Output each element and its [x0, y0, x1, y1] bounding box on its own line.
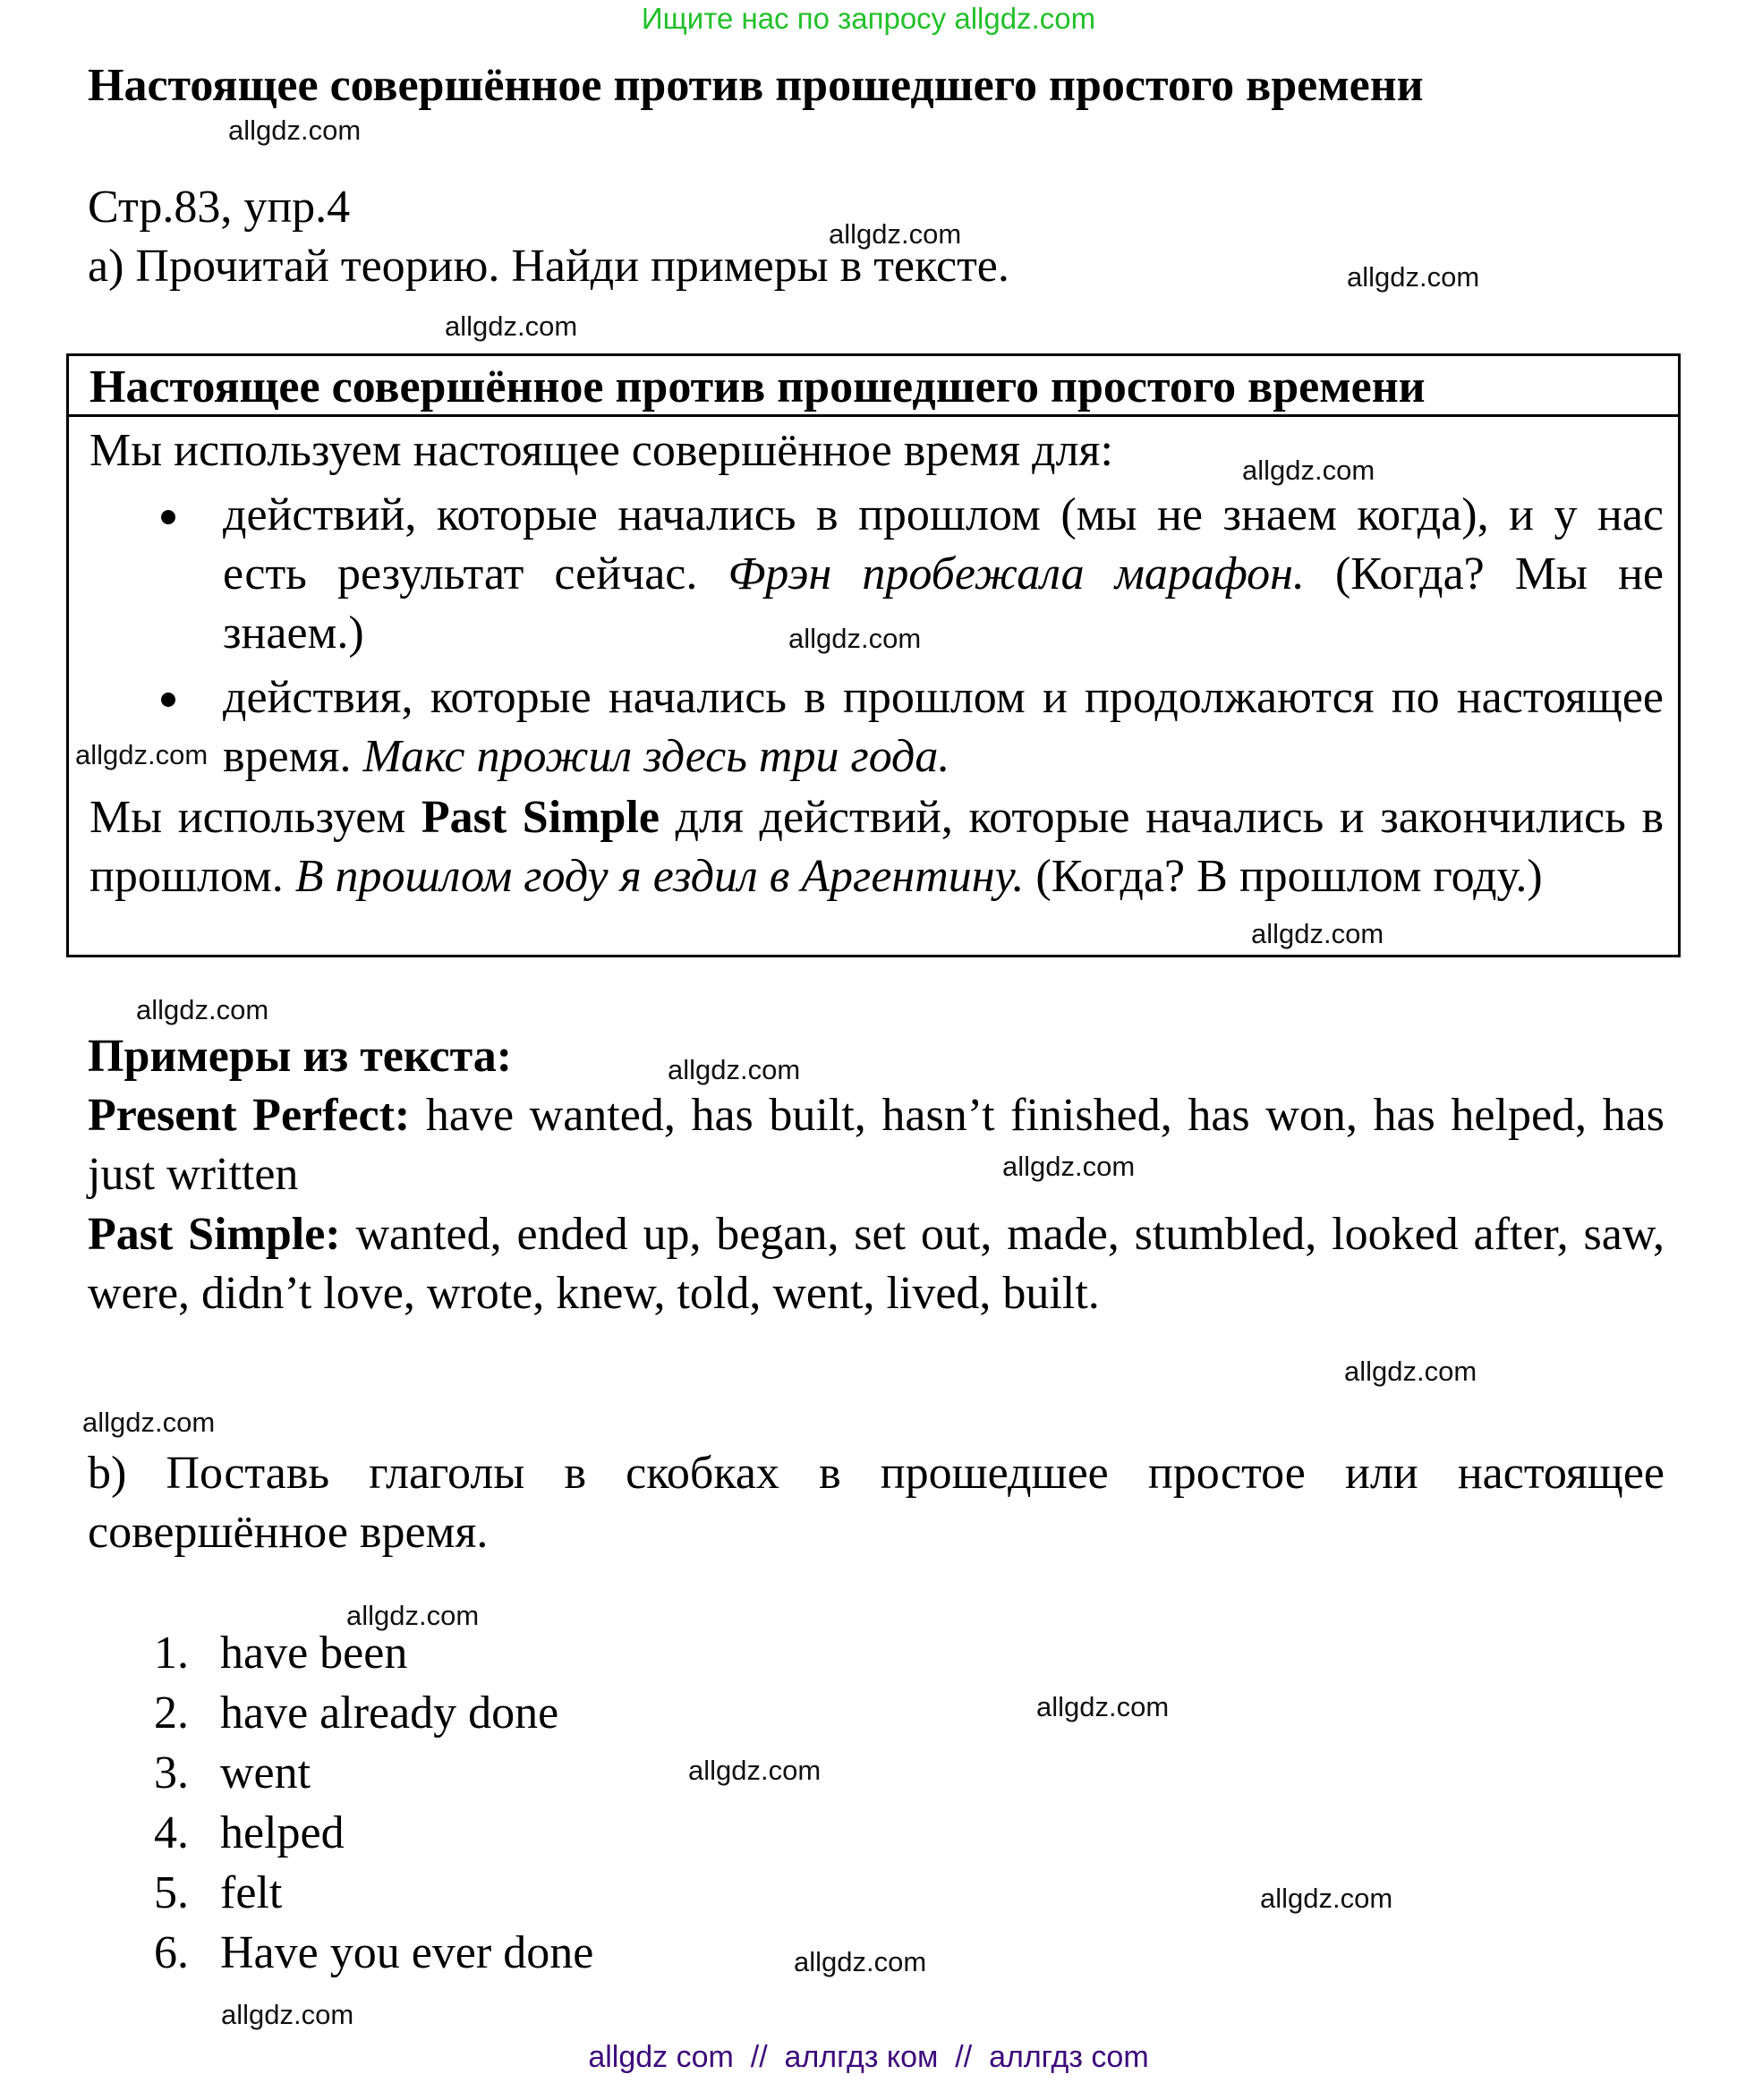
past-simple-text: для действий, которые начались и закончились в прошлом. — [89, 792, 1665, 902]
bullet-item-2 — [223, 668, 1664, 786]
past-simple-examples — [88, 1205, 1665, 1323]
watermark: allgdz.com — [794, 1946, 927, 1977]
past-simple-example: В прошлом году я ездил в Аргентину. — [294, 851, 1025, 902]
answer-number: 2. — [154, 1688, 189, 1739]
answer-item-5 — [154, 1866, 282, 1919]
bullet-icon — [161, 693, 175, 707]
watermark: allgdz.com — [75, 739, 209, 770]
past-simple-label: Past Simple: — [88, 1209, 341, 1260]
page-title: Настоящее совершённое против прошедшего простого времени — [88, 60, 1424, 111]
bottom-banner: allgdz com // аллгдз ком // аллгдз com — [588, 2040, 1149, 2074]
watermark: allgdz.com — [136, 994, 269, 1025]
answer-item-4 — [154, 1807, 345, 1859]
theory-box — [66, 353, 1681, 957]
answer-item-6 — [154, 1926, 593, 1979]
watermark: allgdz.com — [1347, 261, 1480, 293]
bullet-example: Макс прожил здесь три года. — [362, 731, 950, 782]
answer-number: 4. — [154, 1807, 189, 1858]
task-b-instruction: b) Поставь глаголы в скобках в прошедшее простое или настоящее совершённое время. — [88, 1448, 1665, 1558]
past-simple-prefix: Мы используем — [89, 792, 406, 843]
past-simple-paragraph — [89, 788, 1664, 906]
present-perfect-examples — [88, 1086, 1665, 1204]
theory-heading-text: Настоящее совершённое против прошедшего простого времени — [89, 361, 1426, 412]
answer-number: 1. — [154, 1628, 189, 1679]
answer-text: felt — [220, 1867, 283, 1918]
bullet-note: (Когда? Мы не знаем.) — [223, 548, 1664, 659]
watermark: allgdz.com — [1260, 1883, 1393, 1914]
task-a-instruction: a) Прочитай теорию. Найди примеры в тексте. — [88, 241, 1009, 292]
bullet-item-1 — [223, 486, 1664, 663]
answer-text: went — [220, 1747, 311, 1798]
past-simple-items: wanted, ended up, began, set out, made, stumbled, looked after, saw, were, didn’t love, wrote, knew, told, went, lived, built. — [88, 1209, 1665, 1319]
answer-number: 5. — [154, 1867, 189, 1918]
watermark: allgdz.com — [668, 1054, 801, 1085]
watermark: allgdz.com — [1242, 455, 1375, 486]
present-perfect-items: have wanted, has built, hasn’t finished, has won, has helped, has just written — [88, 1090, 1665, 1200]
watermark: allgdz.com — [221, 1999, 354, 2030]
answer-item-3 — [154, 1747, 311, 1799]
examples-heading: Примеры из текста: — [88, 1031, 513, 1082]
bullet-text: действий, которые начались в прошлом (мы не знаем когда), и у нас есть результат сейчас. — [223, 489, 1664, 599]
answer-item-2 — [154, 1687, 558, 1739]
watermark: allgdz.com — [82, 1407, 216, 1438]
watermark: allgdz.com — [445, 310, 578, 342]
watermark: allgdz.com — [1251, 918, 1384, 949]
theory-intro: Мы используем настоящее совершённое время для: — [89, 425, 1113, 476]
watermark: allgdz.com — [688, 1755, 822, 1786]
page-reference: Стр.83, упр.4 — [88, 182, 351, 233]
answer-text: Have you ever done — [220, 1927, 594, 1978]
answer-item-1 — [154, 1627, 407, 1679]
answer-text: have already done — [220, 1688, 559, 1739]
present-perfect-label: Present Perfect: — [88, 1090, 411, 1141]
watermark: allgdz.com — [346, 1600, 480, 1631]
past-simple-note: (Когда? В прошлом году.) — [1035, 851, 1543, 902]
watermark: allgdz.com — [829, 218, 962, 250]
theory-box-heading — [69, 356, 1678, 417]
answer-number: 6. — [154, 1927, 189, 1978]
bullet-text: действия, которые начались в прошлом и продолжаются по настоящее время. — [223, 672, 1664, 782]
bullet-example: Фрэн пробежала марафон. — [728, 548, 1305, 599]
watermark: allgdz.com — [1344, 1356, 1477, 1387]
watermark: allgdz.com — [1002, 1151, 1136, 1182]
watermark: allgdz.com — [788, 623, 922, 654]
watermark: allgdz.com — [1036, 1691, 1170, 1722]
watermark: allgdz.com — [228, 115, 362, 146]
answer-text: helped — [220, 1807, 345, 1858]
answer-number: 3. — [154, 1747, 189, 1798]
bullet-icon — [161, 510, 175, 524]
past-simple-term: Past Simple — [421, 792, 660, 843]
answer-text: have been — [220, 1628, 408, 1679]
top-banner: Ищите нас по запросу allgdz.com — [641, 2, 1096, 35]
